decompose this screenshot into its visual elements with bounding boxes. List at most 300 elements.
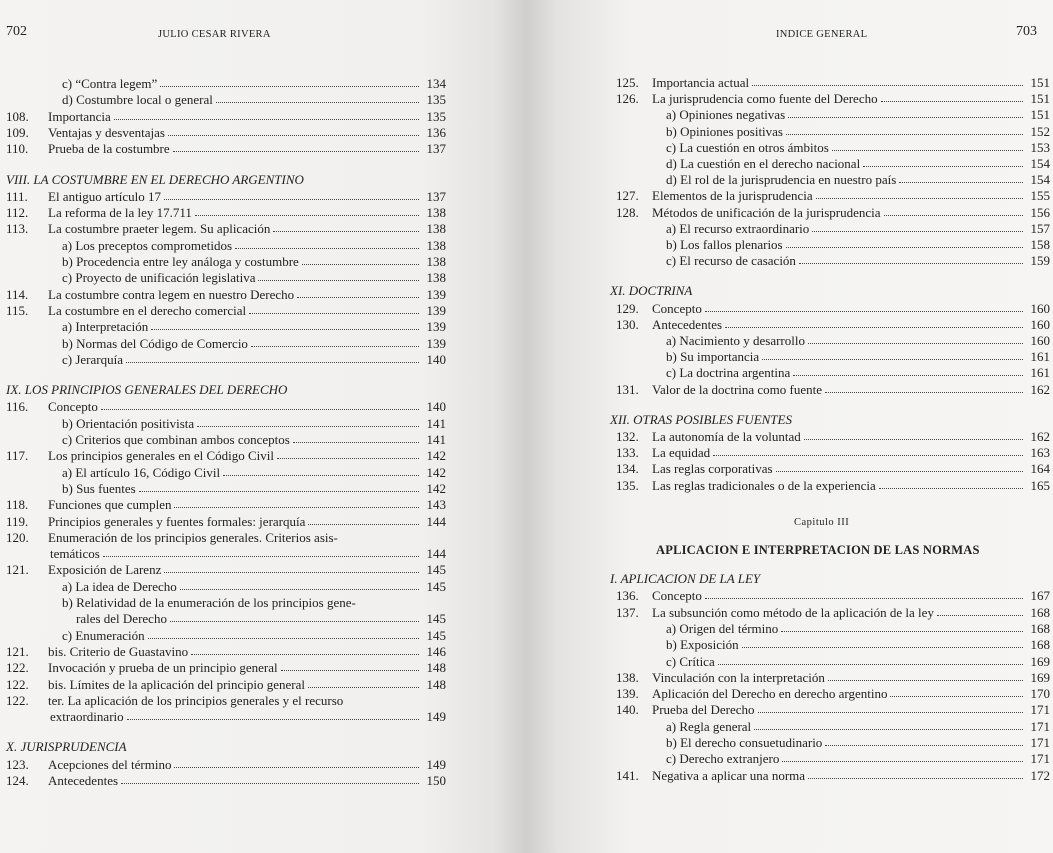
leader-dots [174, 507, 419, 508]
toc-entry [6, 351, 446, 367]
entry-page-number: 136 [426, 124, 446, 140]
toc-entry [6, 447, 446, 463]
entry-number: 122. [6, 660, 29, 676]
toc-entry [616, 187, 1050, 203]
toc-entry [616, 701, 1050, 717]
toc-entry [616, 428, 1050, 444]
entry-page-number: 157 [1030, 220, 1050, 236]
entry-page-number: 138 [426, 205, 446, 221]
entry-title: La costumbre praeter legem. Su aplicación [48, 221, 271, 237]
leader-dots [832, 150, 1023, 151]
toc-entry [6, 220, 446, 236]
entry-page-number: 149 [426, 709, 446, 725]
toc-entry [616, 364, 1050, 380]
entry-page-number: 138 [426, 237, 446, 253]
entry-number: 128. [616, 204, 639, 220]
leader-dots [890, 696, 1023, 697]
entry-number: 121. [6, 643, 29, 659]
toc-entry [616, 587, 1050, 603]
entry-title: La costumbre contra legem en nuestro Derecho [48, 286, 295, 302]
entry-title: c) Proyecto de unificación legislativa [62, 270, 256, 286]
leader-dots [713, 455, 1023, 456]
leader-dots [197, 426, 419, 427]
toc-entry [616, 74, 1050, 90]
toc-entry [6, 708, 446, 724]
toc-entry [6, 398, 446, 414]
leader-dots [249, 313, 419, 314]
leader-dots [121, 783, 419, 784]
entry-page-number: 145 [426, 611, 446, 627]
leader-dots [273, 231, 419, 232]
entry-title: bis. Criterio de Guastavino [48, 643, 189, 659]
entry-title: a) Origen del término [666, 620, 779, 636]
page-number: 703 [1016, 24, 1037, 39]
entry-page-number: 149 [426, 756, 446, 772]
entry-page-number: 135 [426, 108, 446, 124]
toc-entry [6, 578, 446, 594]
toc-entry [616, 444, 1050, 460]
leader-dots [786, 247, 1023, 248]
toc-entry [6, 659, 446, 675]
toc-entry [6, 204, 446, 220]
entry-page-number: 163 [1030, 445, 1050, 461]
entry-number: 124. [6, 773, 29, 788]
toc-entry [6, 335, 446, 351]
entry-page-number: 154 [1030, 156, 1050, 171]
entry-page-number: 140 [426, 351, 446, 367]
entry-page-number: 168 [1030, 637, 1050, 653]
leader-dots [258, 280, 419, 281]
leader-dots [308, 687, 419, 688]
toc-entry [6, 91, 446, 107]
entry-page-number: 134 [426, 76, 446, 91]
entry-title: Concepto [652, 588, 702, 604]
leader-dots [788, 117, 1023, 118]
entry-number: 108. [6, 108, 29, 124]
entry-title: La costumbre en el derecho comercial [48, 302, 247, 318]
entry-page-number: 162 [1030, 381, 1050, 397]
running-head: JULIO CESAR RIVERA [158, 29, 271, 40]
entry-title: El antiguo artículo 17 [48, 188, 162, 204]
toc-entry [6, 108, 446, 124]
toc-entry [6, 561, 446, 577]
toc-entry [6, 756, 446, 772]
toc-entry [6, 318, 446, 334]
toc-entry [6, 594, 446, 610]
entry-title: rales del Derecho [76, 611, 167, 627]
entry-number: 114. [6, 286, 29, 302]
entry-page-number: 148 [426, 660, 446, 676]
leader-dots [173, 151, 419, 152]
entry-page-number: 172 [1030, 767, 1050, 783]
toc-entry [6, 610, 446, 626]
entry-title: b) Procedencia entre ley análoga y costumbre [62, 254, 299, 269]
entry-title: d) La cuestión en el derecho nacional [666, 156, 861, 171]
leader-dots [126, 362, 419, 363]
entry-page-number: 144 [426, 546, 446, 562]
leader-dots [937, 615, 1023, 616]
entry-number: 116. [6, 399, 29, 415]
toc-entry [6, 124, 446, 140]
entry-page-number: 139 [426, 319, 446, 335]
toc-entry [616, 767, 1050, 783]
leader-dots [293, 442, 419, 443]
entry-page-number: 145 [426, 562, 446, 578]
entry-page-number: 151 [1030, 107, 1050, 123]
leader-dots [308, 524, 419, 525]
entry-title: Negativa a aplicar una norma [652, 767, 806, 783]
section-heading: XI. DOCTRINA [610, 283, 693, 299]
section-heading: X. JURISPRUDENCIA [6, 739, 127, 755]
leader-dots [281, 670, 419, 671]
entry-number: 127. [616, 188, 639, 204]
toc-entry [6, 496, 446, 512]
leader-dots [828, 680, 1023, 681]
entry-title: Importancia [48, 108, 111, 124]
entry-title: Antecedentes [48, 773, 119, 788]
entry-page-number: 168 [1030, 604, 1050, 620]
toc-entry [6, 627, 446, 643]
entry-title: Acepciones del término [48, 756, 172, 772]
leader-dots [103, 556, 419, 557]
entry-title: c) Criterios que combinan ambos conceptos [62, 432, 290, 447]
toc-entry [616, 669, 1050, 685]
leader-dots [781, 631, 1023, 632]
entry-number: 129. [616, 300, 639, 316]
toc-entry [616, 750, 1050, 766]
entry-page-number: 156 [1030, 204, 1050, 220]
entry-number: 120. [6, 529, 29, 545]
entry-title: a) Los preceptos comprometidos [62, 237, 233, 253]
leader-dots [808, 343, 1023, 344]
toc-entry [616, 332, 1050, 348]
entry-number: 113. [6, 221, 29, 237]
toc-entry [6, 513, 446, 529]
entry-title: Antecedentes [652, 316, 723, 332]
toc-entry [616, 300, 1050, 316]
toc-entry [616, 348, 1050, 364]
entry-number: 110. [6, 141, 29, 157]
leader-dots [884, 215, 1023, 216]
entry-page-number: 151 [1030, 91, 1050, 107]
entry-page-number: 162 [1030, 429, 1050, 444]
entry-number: 121. [6, 562, 29, 578]
entry-title: c) Derecho extranjero [666, 751, 780, 767]
toc-entry [616, 236, 1050, 252]
toc-entry [616, 220, 1050, 236]
toc-entry [616, 718, 1050, 734]
entry-title: Ventajas y desventajas [48, 124, 165, 140]
entry-page-number: 161 [1030, 349, 1050, 365]
entry-page-number: 145 [426, 627, 446, 643]
entry-page-number: 137 [426, 141, 446, 157]
entry-number: 135. [616, 477, 639, 493]
entry-title: La equidad [652, 445, 711, 461]
entry-page-number: 169 [1030, 653, 1050, 669]
entry-title: Principios generales y fuentes formales: jerarquía [48, 513, 306, 529]
toc-entry [6, 286, 446, 302]
entry-page-number: 158 [1030, 237, 1050, 252]
leader-dots [160, 86, 419, 87]
entry-page-number: 153 [1030, 139, 1050, 155]
toc-entry [6, 545, 446, 561]
entry-page-number: 139 [426, 302, 446, 318]
leader-dots [180, 589, 419, 590]
entry-number: 112. [6, 205, 29, 221]
entry-number: 122. [6, 692, 29, 708]
toc-entry [6, 772, 446, 788]
entry-title: La autonomía de la voluntad [652, 429, 801, 444]
section-heading: I. APLICACION DE LA LEY [610, 571, 761, 586]
entry-number: 139. [616, 686, 639, 702]
entry-number: 136. [616, 588, 639, 604]
entry-page-number: 142 [426, 480, 446, 496]
toc-entry [616, 252, 1050, 268]
toc-entry [6, 480, 446, 496]
entry-page-number: 143 [426, 497, 446, 513]
toc-entry [6, 302, 446, 318]
entry-page-number: 160 [1030, 300, 1050, 316]
toc-entry [6, 188, 446, 204]
entry-page-number: 142 [426, 464, 446, 480]
entry-title: c) “Contra legem” [62, 76, 158, 91]
entry-title: Valor de la doctrina como fuente [652, 381, 823, 397]
entry-page-number: 141 [426, 415, 446, 431]
entry-page-number: 171 [1030, 718, 1050, 734]
page-number: 702 [6, 24, 27, 39]
toc-entry [6, 464, 446, 480]
entry-title: Las reglas corporativas [652, 461, 773, 477]
running-head: INDICE GENERAL [776, 29, 868, 40]
leader-dots [139, 491, 419, 492]
toc-entry [6, 431, 446, 447]
entry-page-number: 169 [1030, 669, 1050, 685]
entry-title: a) Opiniones negativas [666, 107, 786, 123]
leader-dots [191, 654, 419, 655]
section-heading: XII. OTRAS POSIBLES FUENTES [610, 411, 792, 427]
entry-title: c) Crítica [666, 653, 715, 669]
toc-entry [6, 253, 446, 269]
leader-dots [725, 327, 1023, 328]
entry-number: 126. [616, 91, 639, 107]
entry-title: Concepto [652, 300, 702, 316]
entry-title: bis. Límites de la aplicación del principio general [48, 676, 306, 692]
toc-entry [6, 237, 446, 253]
entry-title: Enumeración de los principios generales. Criterios asis- [48, 529, 338, 545]
entry-title: Elementos de la jurisprudencia [652, 188, 813, 204]
toc-entry [616, 316, 1050, 332]
entry-page-number: 135 [426, 92, 446, 108]
entry-title: Vinculación con la interpretación [652, 669, 825, 685]
entry-title: b) Normas del Código de Comercio [62, 335, 248, 351]
entry-page-number: 142 [426, 448, 446, 464]
entry-number: 117. [6, 448, 29, 464]
entry-title: b) Los fallos plenarios [666, 237, 783, 252]
entry-title: d) El rol de la jurisprudencia en nuestro país [666, 172, 897, 188]
entry-page-number: 150 [426, 773, 446, 788]
entry-number: 140. [616, 702, 639, 718]
entry-number: 141. [616, 767, 639, 783]
toc-entry [616, 685, 1050, 701]
entry-title: a) Regla general [666, 718, 752, 734]
leader-dots [899, 182, 1023, 183]
entry-title: Prueba de la costumbre [48, 141, 170, 157]
entry-title: temáticos [50, 546, 100, 562]
entry-title: c) La cuestión en otros ámbitos [666, 139, 829, 155]
entry-title: a) Nacimiento y desarrollo [666, 333, 805, 348]
toc-entry [6, 692, 446, 708]
entry-title: a) La idea de Derecho [62, 578, 177, 594]
entry-number: 138. [616, 669, 639, 685]
leader-dots [786, 134, 1023, 135]
leader-dots [776, 471, 1023, 472]
entry-page-number: 138 [426, 270, 446, 286]
leader-dots [879, 488, 1023, 489]
leader-dots [816, 198, 1023, 199]
entry-title: c) Enumeración [62, 627, 145, 643]
toc-entry [616, 460, 1050, 476]
entry-title: Funciones que cumplen [48, 497, 172, 513]
chapter-label: Capitulo III [794, 517, 850, 528]
entry-page-number: 165 [1030, 477, 1050, 493]
entry-title: b) Orientación positivista [62, 415, 195, 431]
toc-entry [6, 676, 446, 692]
entry-page-number: 168 [1030, 620, 1050, 636]
entry-page-number: 146 [426, 643, 446, 659]
right-page [540, 0, 1053, 853]
leader-dots [752, 85, 1023, 86]
toc-entry [616, 106, 1050, 122]
entry-page-number: 160 [1030, 316, 1050, 332]
entry-page-number: 137 [426, 188, 446, 204]
entry-title: b) El derecho consuetudinario [666, 735, 823, 750]
entry-title: Exposición de Larenz [48, 562, 162, 578]
leader-dots [235, 248, 419, 249]
entry-page-number: 167 [1030, 588, 1050, 604]
toc-entry [616, 204, 1050, 220]
leader-dots [742, 647, 1023, 648]
entry-title: a) El recurso extraordinario [666, 220, 810, 236]
entry-number: 137. [616, 604, 639, 620]
entry-number: 115. [6, 302, 29, 318]
entry-page-number: 144 [426, 513, 446, 529]
entry-title: Prueba del Derecho [652, 702, 755, 718]
left-page [0, 0, 520, 853]
leader-dots [863, 166, 1023, 167]
leader-dots [705, 598, 1023, 599]
leader-dots [216, 102, 419, 103]
entry-number: 132. [616, 429, 639, 444]
leader-dots [223, 475, 419, 476]
leader-dots [782, 761, 1023, 762]
leader-dots [762, 359, 1023, 360]
toc-entry [616, 381, 1050, 397]
entry-title: Concepto [48, 399, 98, 415]
entry-page-number: 155 [1030, 188, 1050, 204]
leader-dots [297, 297, 419, 298]
entry-page-number: 139 [426, 335, 446, 351]
entry-page-number: 160 [1030, 333, 1050, 348]
entry-page-number: 138 [426, 221, 446, 237]
toc-entry [6, 269, 446, 285]
entry-page-number: 171 [1030, 751, 1050, 767]
leader-dots [718, 664, 1023, 665]
entry-page-number: 152 [1030, 123, 1050, 139]
entry-title: Las reglas tradicionales o de la experiencia [652, 477, 876, 493]
leader-dots [101, 409, 419, 410]
entry-page-number: 141 [426, 432, 446, 447]
leader-dots [148, 638, 419, 639]
entry-title: La reforma de la ley 17.711 [48, 205, 192, 221]
toc-entry [616, 477, 1050, 493]
leader-dots [127, 719, 419, 720]
entry-title: Importancia actual [652, 75, 750, 90]
entry-title: c) La doctrina argentina [666, 365, 791, 381]
entry-page-number: 148 [426, 676, 446, 692]
entry-number: 123. [6, 756, 29, 772]
entry-title: extraordinario [50, 709, 124, 725]
entry-page-number: 164 [1030, 461, 1050, 477]
leader-dots [758, 712, 1023, 713]
entry-title: ter. La aplicación de los principios generales y el recurso [48, 692, 344, 708]
toc-entry [616, 171, 1050, 187]
leader-dots [825, 745, 1023, 746]
entry-page-number: 139 [426, 286, 446, 302]
entry-page-number: 140 [426, 399, 446, 415]
entry-title: Métodos de unificación de la jurisprudencia [652, 204, 881, 220]
entry-page-number: 170 [1030, 686, 1050, 702]
entry-number: 125. [616, 75, 639, 90]
toc-entry [6, 415, 446, 431]
leader-dots [277, 458, 419, 459]
toc-entry [6, 75, 446, 91]
entry-number: 119. [6, 513, 29, 529]
section-heading: VIII. LA COSTUMBRE EN EL DERECHO ARGENTINO [6, 171, 304, 187]
toc-entry [616, 123, 1050, 139]
toc-entry [616, 636, 1050, 652]
entry-title: a) El artículo 16, Código Civil [62, 464, 221, 480]
entry-title: b) Opiniones positivas [666, 123, 783, 139]
leader-dots [754, 729, 1023, 730]
entry-title: La subsunción como método de la aplicación de la ley [652, 604, 934, 620]
entry-page-number: 138 [426, 254, 446, 269]
toc-entry [616, 139, 1050, 155]
leader-dots [825, 392, 1023, 393]
entry-title: Los principios generales en el Código Civil [48, 448, 275, 464]
leader-dots [174, 767, 419, 768]
toc-entry [616, 653, 1050, 669]
entry-title: b) Su importancia [666, 349, 760, 365]
chapter-title: APLICACION E INTERPRETACION DE LAS NORMAS [656, 543, 980, 557]
entry-title: c) Jerarquía [62, 351, 123, 367]
entry-page-number: 151 [1030, 75, 1050, 90]
entry-page-number: 161 [1030, 365, 1050, 381]
toc-entry [616, 604, 1050, 620]
toc-entry [616, 155, 1050, 171]
toc-entry [616, 90, 1050, 106]
leader-dots [168, 135, 419, 136]
toc-entry [6, 643, 446, 659]
entry-title: a) Interpretación [62, 319, 149, 335]
leader-dots [170, 621, 419, 622]
entry-number: 111. [6, 188, 28, 204]
leader-dots [808, 778, 1023, 779]
entry-title: Aplicación del Derecho en derecho argentino [652, 686, 888, 702]
entry-title: c) El recurso de casación [666, 253, 796, 269]
entry-number: 122. [6, 676, 29, 692]
entry-number: 134. [616, 461, 639, 477]
entry-page-number: 171 [1030, 735, 1050, 750]
